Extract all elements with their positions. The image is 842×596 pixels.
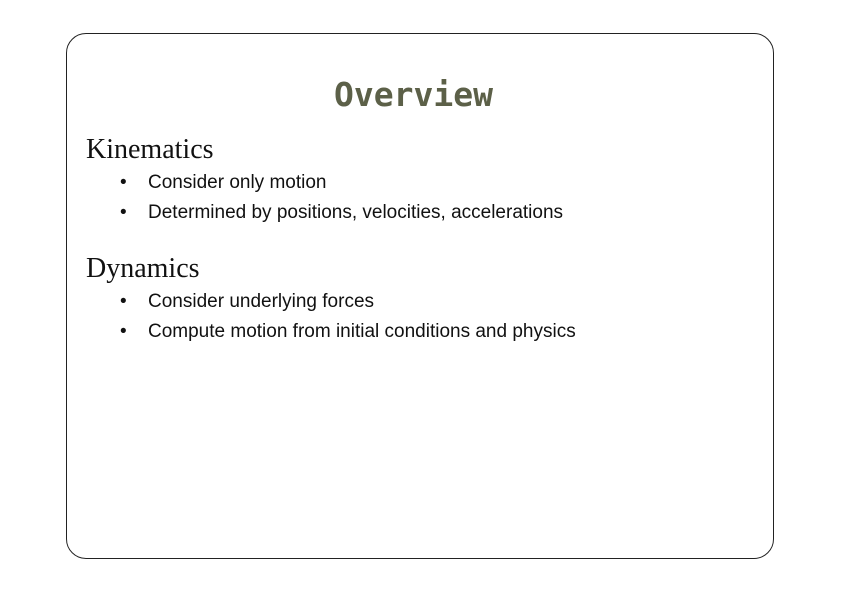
slide-title: Overview	[334, 75, 493, 114]
section-heading-dynamics: Dynamics	[86, 253, 200, 284]
bullet-item	[120, 198, 563, 228]
bullet-glyph: •	[120, 291, 127, 312]
bullet-list-kinematics	[120, 168, 563, 227]
bullet-item	[120, 287, 576, 317]
bullet-glyph: •	[120, 201, 127, 223]
bullet-item	[120, 317, 576, 347]
bullet-text: Consider underlying forces	[148, 291, 375, 312]
bullet-list-dynamics	[120, 287, 576, 346]
bullet-glyph: •	[120, 172, 127, 193]
bullet-glyph: •	[120, 320, 127, 342]
bullet-text: Determined by positions, velocities, accelerations	[148, 201, 564, 223]
section-heading-kinematics: Kinematics	[86, 134, 214, 165]
bullet-item	[120, 168, 563, 198]
bullet-text: Consider only motion	[148, 172, 327, 193]
bullet-text: Compute motion from initial conditions and physics	[148, 320, 576, 342]
